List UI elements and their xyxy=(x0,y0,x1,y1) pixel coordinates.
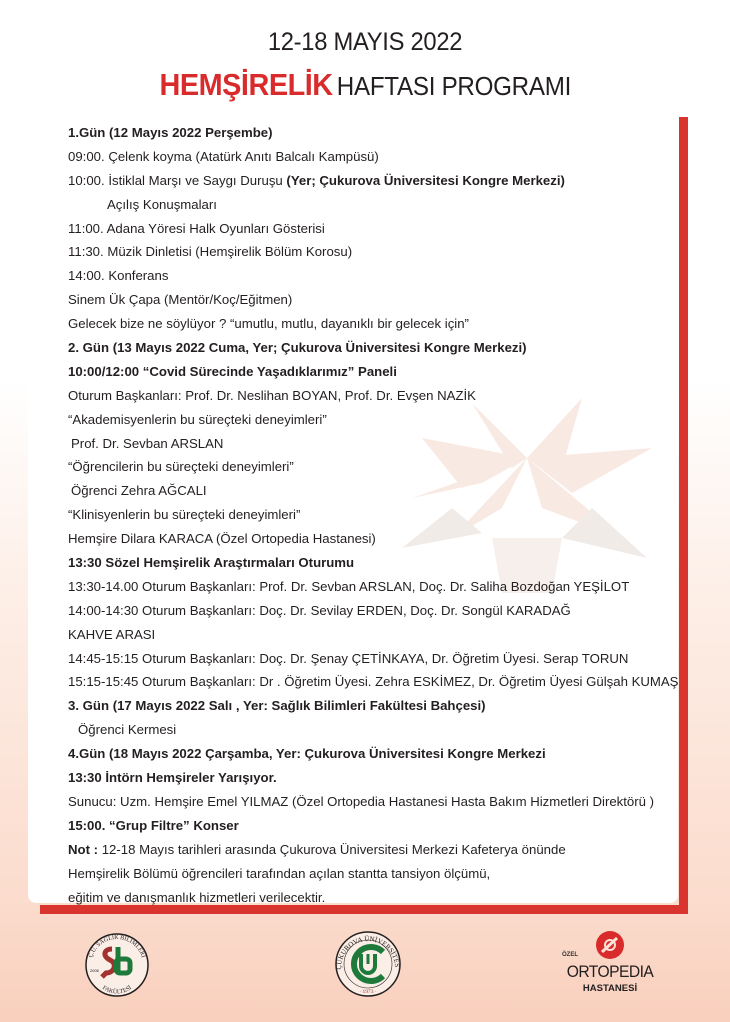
university-logo-text: ÇUKUROVA ÜNİVERSİTES xyxy=(334,934,402,970)
day2-session-item: 13:30-14.00 Oturum Başkanları: Prof. Dr. Sevban ARSLAN, Doç. Dr. Saliha Bozdoğan YEŞİLOT xyxy=(68,578,630,594)
day1-item: 09:00. Çelenk koyma (Atatürk Anıtı Balcalı Kampüsü) xyxy=(68,148,379,164)
day2-panel-title: 10:00/12:00 “Covid Sürecinde Yaşadıklarımız” Paneli xyxy=(68,363,397,379)
day1-heading: 1.Gün (12 Mayıs 2022 Perşembe) xyxy=(68,125,273,140)
program-content xyxy=(68,121,688,909)
day2-session-item: 14:00-14:30 Oturum Başkanları: Doç. Dr. Sevilay ERDEN, Doç. Dr. Songül KARADAĞ xyxy=(68,602,571,618)
day2-panel-item: Prof. Dr. Sevban ARSLAN xyxy=(71,435,224,451)
day1-item: 11:30. Müzik Dinletisi (Hemşirelik Bölüm Korosu) xyxy=(68,244,353,260)
day2-panel-item: Öğrenci Zehra AĞCALI xyxy=(71,483,207,499)
day2-session-title: 13:30 Sözel Hemşirelik Araştırmaları Oturumu xyxy=(68,555,355,571)
day4-event-title: 13:30 İntörn Hemşireler Yarışıyor. xyxy=(68,770,277,786)
hospital-logo-mark-icon xyxy=(595,930,625,960)
note-line: Hemşirelik Bölümü öğrencileri tarafından açılan stantta tansiyon ölçümü, xyxy=(68,865,491,881)
day4-presenter: Sunucu: Uzm. Hemşire Emel YILMAZ (Özel Ortopedia Hastanesi Hasta Bakım Hizmetleri Direktörü ) xyxy=(68,793,655,809)
faculty-logo xyxy=(82,929,152,1001)
day1-item xyxy=(68,169,688,193)
day1-item: Açılış Konuşmaları xyxy=(107,196,217,212)
hospital-prefix: ÖZEL xyxy=(562,952,578,958)
note-line xyxy=(68,838,688,862)
university-logo-year: · 1973 · xyxy=(359,989,377,995)
day3-heading: 3. Gün (17 Mayıs 2022 Salı , Yer: Sağlık Bilimleri Fakültesi Bahçesi) xyxy=(68,698,486,714)
faculty-logo-bottom-text: FAKÜLTESİ xyxy=(101,985,133,996)
poster-title xyxy=(0,67,730,103)
day2-session-item: 15:15-15:45 Oturum Başkanları: Dr . Öğretim Üyesi. Zehra ESKİMEZ, Dr. Öğretim Üyesi Gülşah KUMAŞ xyxy=(68,674,679,690)
note-label: Not : xyxy=(68,841,99,857)
day3-item: Öğrenci Kermesi xyxy=(78,722,177,738)
hospital-logo xyxy=(560,930,660,1010)
day2-panel-item: “Öğrencilerin bu süreçteki deneyimleri” xyxy=(68,459,294,475)
hospital-subtitle: HASTANESİ xyxy=(582,983,638,994)
day2-heading: 2. Gün (13 Mayıs 2022 Cuma, Yer; Çukurova Üniversitesi Kongre Merkezi) xyxy=(68,340,527,356)
day2-session-item: KAHVE ARASI xyxy=(68,626,156,642)
day1-venue: (Yer; Çukurova Üniversitesi Kongre Merkezi) xyxy=(286,172,565,188)
day1-item: 11:00. Adana Yöresi Halk Oyunları Gösterisi xyxy=(68,220,325,236)
faculty-logo-top-text: Ç.Ü. SAĞLIK BİLİMLERİ xyxy=(88,934,146,959)
day1-item: 14:00. Konferans xyxy=(68,268,169,284)
day2-panel-item: Hemşire Dilara KARACA (Özel Ortopedia Hastanesi) xyxy=(68,531,376,547)
university-logo xyxy=(333,928,403,1000)
title-highlight: HEMŞİRELİK xyxy=(159,67,333,102)
day1-item: Sinem Ük Çapa (Mentör/Koç/Eğitmen) xyxy=(68,292,293,308)
day1-item: Gelecek bize ne söylüyor ? “umutlu, mutlu, dayanıklı bir gelecek için” xyxy=(68,316,469,332)
hospital-name: ORTOPEDIA xyxy=(566,962,654,981)
day4-concert: 15:00. “Grup Filtre” Konser xyxy=(68,817,239,833)
day1-item-text: 10:00. İstiklal Marşı ve Saygı Duruşu xyxy=(68,172,287,188)
note-line: eğitim ve danışmanlık hizmetleri verilecektir. xyxy=(68,889,326,905)
title-rest: HAFTASI PROGRAMI xyxy=(336,71,571,101)
day2-panel-item: Oturum Başkanları: Prof. Dr. Neslihan BOYAN, Prof. Dr. Evşen NAZİK xyxy=(68,387,476,403)
faculty-logo-year: 2006 xyxy=(90,968,99,973)
day4-heading: 4.Gün (18 Mayıs 2022 Çarşamba, Yer: Çukurova Üniversitesi Kongre Merkezi xyxy=(68,746,546,762)
day2-session-item: 14:45-15:15 Oturum Başkanları: Doç. Dr. Şenay ÇETİNKAYA, Dr. Öğretim Üyesi. Serap TORUN xyxy=(68,650,629,666)
note-text: 12-18 Mayıs tarihleri arasında Çukurova Üniversitesi Merkezi Kafeterya önünde xyxy=(98,841,566,857)
day2-panel-item: “Klinisyenlerin bu süreçteki deneyimleri” xyxy=(68,507,301,523)
date-range: 12-18 MAYIS 2022 xyxy=(267,28,463,56)
day2-panel-item: “Akademisyenlerin bu süreçteki deneyimleri” xyxy=(68,411,327,427)
